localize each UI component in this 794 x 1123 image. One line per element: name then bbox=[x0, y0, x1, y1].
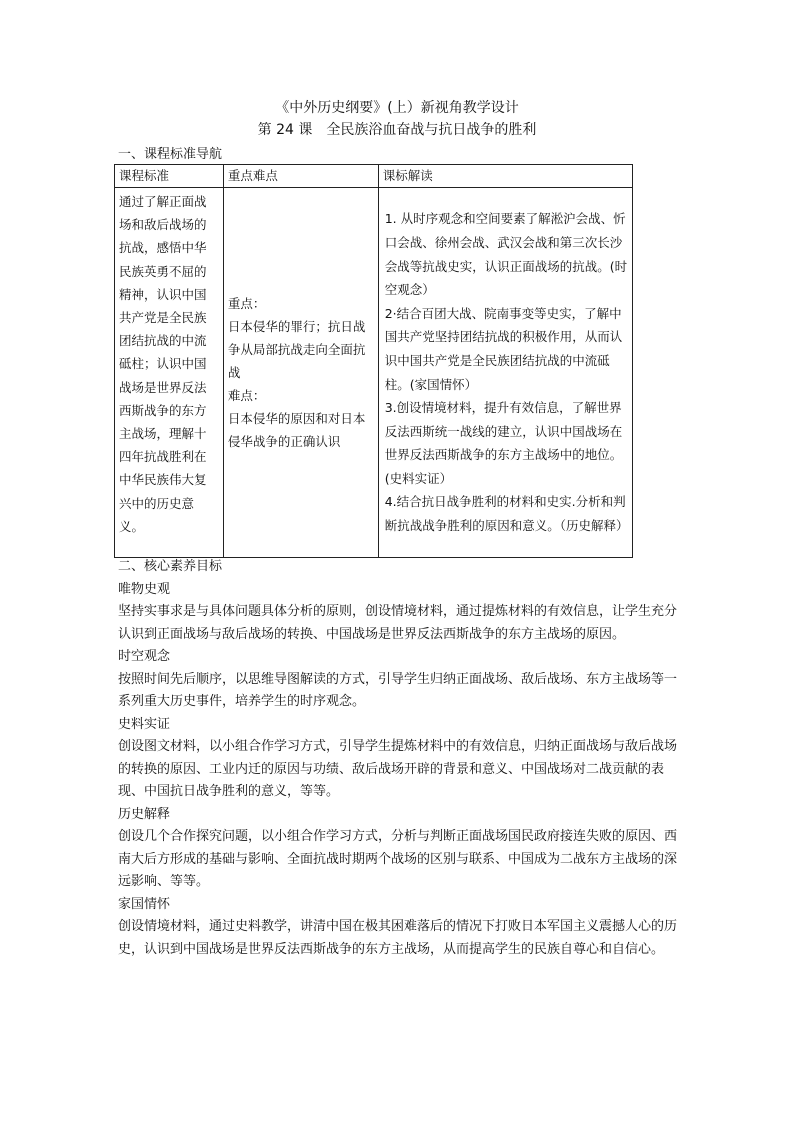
reading-item: 1. 从时序观念和空间要素了解淞沪会战、忻口会战、徐州会战、武汉会战和第三次长沙会战等抗战史实，认识正面战场的抗战。(时空观念） bbox=[384, 211, 628, 298]
goal-text: 创设情境材料，通过史料教学，讲清中国在极其困难落后的情况下打败日本军国主义震撼人心的历史，认识到中国战场是世界反法西斯战争的东方主战场，从而提高学生的民族自尊心和自信心。 bbox=[118, 919, 678, 957]
reading-item: 3.创设情境材料，提升有效信息，了解世界反法西斯统一战线的建立，认识中国战场在世界反法西斯战争的东方主战场中的地位。(史料实证） bbox=[384, 400, 623, 486]
goal-heading: 唯物史观 bbox=[118, 581, 171, 597]
key-label: 重点： bbox=[227, 296, 266, 311]
key-difficulty-cell bbox=[223, 188, 378, 558]
standards-table bbox=[114, 164, 633, 558]
key-text: 日本侵华的罪行；抗日战争从局部抗战走向全面抗战 bbox=[227, 319, 366, 380]
table-row bbox=[115, 188, 633, 558]
reading-item: 2·结合百团大战、院南事变等史实，了解中国共产党坚持团结抗战的积极作用，从而认识中国共产党是全民族团结抗战的中流砥柱。(家国情怀） bbox=[384, 305, 623, 392]
difficulty-text: 日本侵华的原因和对日本侵华战争的正确认识 bbox=[227, 411, 366, 449]
reading-item: 4.结合抗日战争胜利的材料和史实.分析和判断抗战战争胜利的原因和意义。（历史解释） bbox=[384, 494, 629, 534]
goal-heading: 史料实证 bbox=[118, 716, 171, 732]
goal-text: 按照时间先后顺序，以思维导图解读的方式，引导学生归纳正面战场、敌后战场、东方主战场等一系列重大历史事件，培养学生的时序观念。 bbox=[118, 671, 678, 709]
goal-text: 坚持实事求是与具体问题具体分析的原则，创设情境材料，通过提炼材料的有效信息，让学生充分认识到正面战场与敌后战场的转换、中国战场是世界反法西斯战争的东方主战场的原因。 bbox=[118, 604, 678, 642]
table-header-row bbox=[115, 165, 633, 188]
goal-heading: 历史解释 bbox=[118, 806, 171, 822]
core-goals bbox=[118, 556, 678, 961]
goal-text: 创设图文材料，以小组合作学习方式，引导学生提炼材料中的有效信息，归纳正面战场与敌后战场的转换的原因、工业内迁的原因与功绩、敌后战场开辟的背景和意义、中国战场对二战贡献的表现、中国抗日战争胜利的意义，等等。 bbox=[118, 739, 678, 799]
table-header-cell: 重点难点 bbox=[223, 165, 378, 188]
reading-cell bbox=[378, 188, 632, 558]
standard-cell: 通过了解正面战场和敌后战场的抗战，感悟中华民族英勇不屈的精神，认识中国共产党是全民族团结抗战的中流砥柱；认识中国战场是世界反法西斯战争的东方主战场，理解十四年抗战胜利在中华民族伟大复兴中的历史意义。 bbox=[115, 188, 224, 558]
section-heading-goals: 二、核心素养目标 bbox=[118, 559, 223, 574]
table-header-cell: 课程标准 bbox=[115, 165, 224, 188]
table-header-cell: 课标解读 bbox=[378, 165, 632, 188]
goal-heading: 时空观念 bbox=[118, 649, 171, 664]
section-heading-standards: 一、课程标准导航 bbox=[118, 147, 223, 162]
goal-heading: 家国情怀 bbox=[118, 896, 171, 912]
difficulty-label: 难点： bbox=[227, 388, 266, 403]
doc-title: 《中外历史纲要》(上）新视角教学设计 bbox=[275, 100, 519, 116]
goal-text: 创设几个合作探究问题，以小组合作学习方式，分析与判断正面战场国民政府接连失败的原因、西南大后方形成的基础与影响、全面抗战时期两个战场的区别与联系、中国成为二战东方主战场的深远影响、等等。 bbox=[118, 829, 678, 889]
lesson-title: 第 24 课 全民族浴血奋战与抗日战争的胜利 bbox=[257, 122, 537, 138]
